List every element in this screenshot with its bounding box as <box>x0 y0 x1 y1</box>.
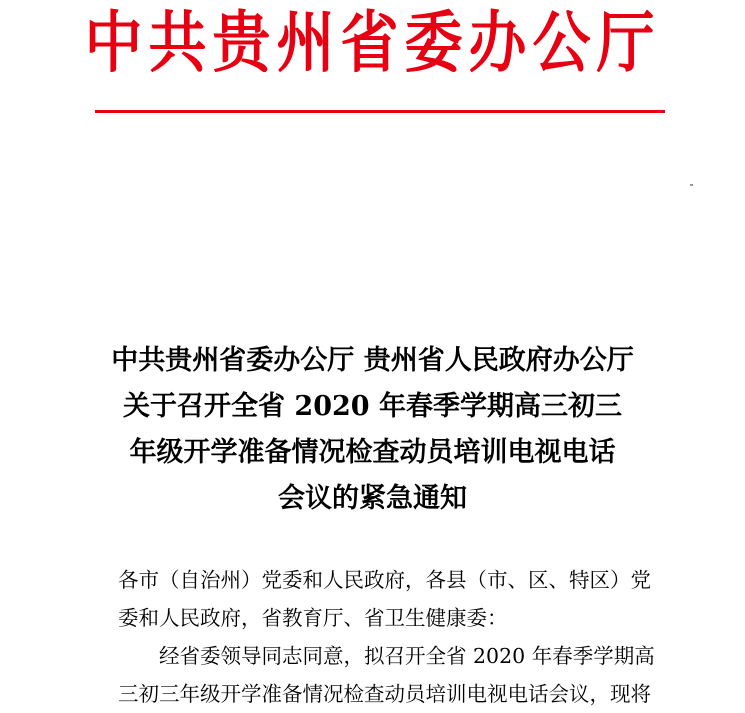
addressee-line-1: 各市（自治州）党委和人民政府，各县（市、区、特区）党 <box>118 568 651 592</box>
paragraph-line-1: 经省委领导同志同意，拟召开全省 2020 年春季学期高 <box>159 644 655 668</box>
scan-speck <box>690 184 693 186</box>
title-line-2: 关于召开全省 2020 年春季学期高三初三 <box>123 391 622 422</box>
issuer-header: 中共贵州省委办公厅 <box>84 3 661 82</box>
title-line-1: 中共贵州省委办公厅 贵州省人民政府办公厅 <box>111 345 634 376</box>
paragraph-line-2: 三初三年级开学准备情况检查动员培训电视电话会议，现将 <box>118 682 651 706</box>
title-line-4: 会议的紧急通知 <box>278 483 467 514</box>
title-line-3: 年级开学准备情况检查动员培训电视电话 <box>129 437 616 468</box>
document-body <box>118 561 678 713</box>
document-title <box>0 338 745 522</box>
addressee-line-2: 委和人民政府，省教育厅、省卫生健康委： <box>118 606 508 630</box>
red-divider-line <box>95 110 665 113</box>
